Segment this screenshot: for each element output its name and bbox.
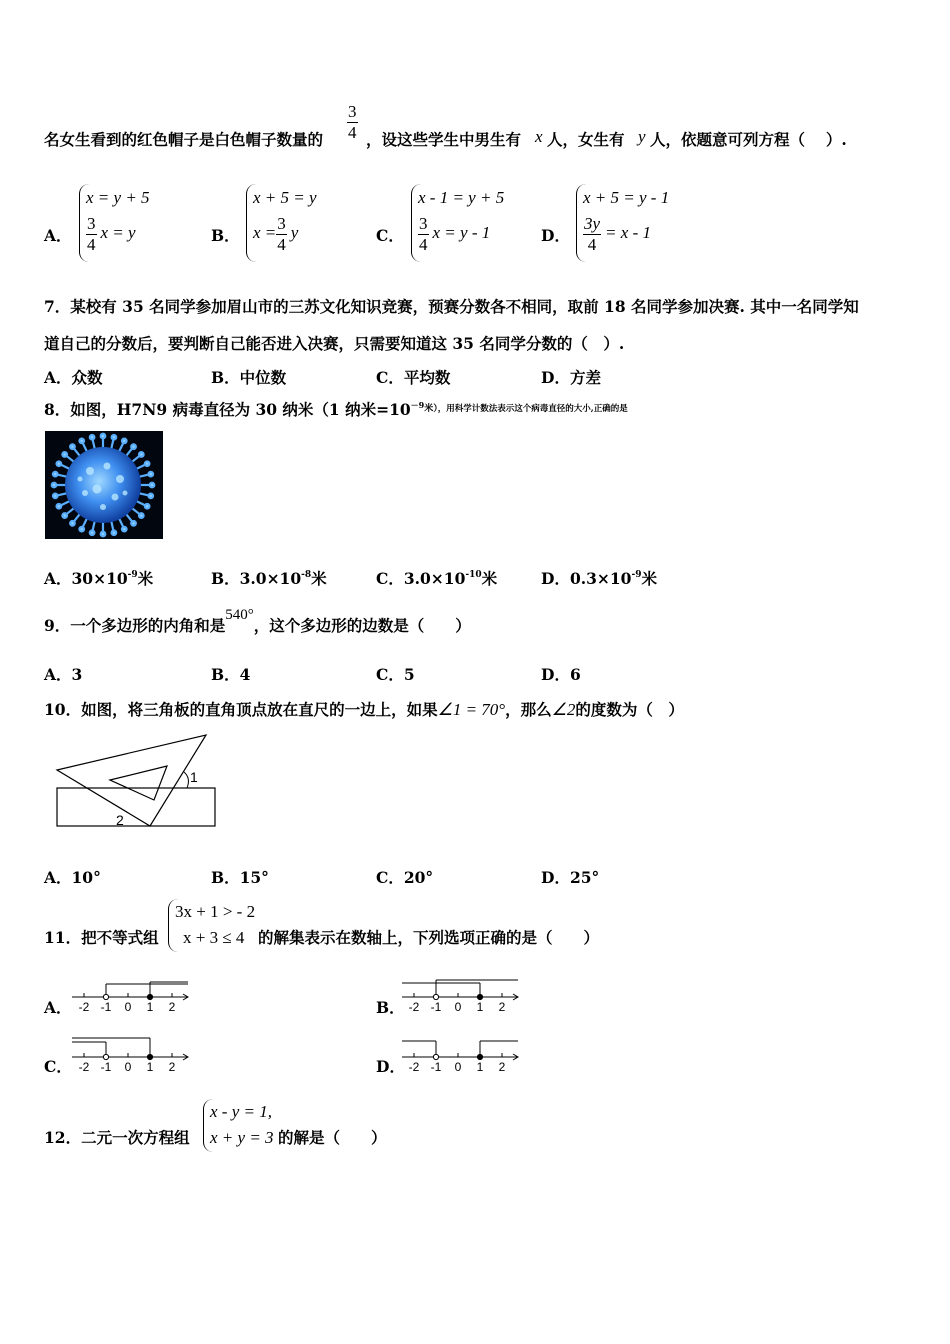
q6-option-d-label[interactable]: D．	[541, 226, 570, 245]
q12-stem-a: 12．二元一次方程组	[44, 1128, 190, 1147]
q6-option-c-system	[411, 184, 504, 262]
q8-stem-small: ，用科学计数法表示这个病毒直径的大小,正确的是	[437, 404, 628, 414]
q7-line1: 7．某校有 35 名同学参加眉山市的三苏文化知识竞赛，预赛分数各不相同，取前 18 名同学参加决赛. 其中一名同学知	[44, 297, 859, 316]
q8-option-b[interactable]: B．$3.0\times 10^{-8}$米	[211, 569, 327, 588]
tick-label: -2	[78, 1060, 90, 1074]
tick-label: 0	[454, 1000, 462, 1014]
tick-label: 0	[124, 1000, 132, 1014]
tick-label: -1	[100, 1000, 112, 1014]
set-square-outer	[57, 735, 206, 826]
q10-option-b[interactable]: B．15°	[211, 868, 269, 887]
tick-label: 2	[168, 1000, 176, 1014]
q10-target: ∠2	[551, 700, 576, 719]
tick-label: 2	[498, 1000, 506, 1014]
tick-label: -1	[100, 1060, 112, 1074]
q6-option-d-system	[576, 184, 669, 262]
tick-label: -2	[408, 1060, 420, 1074]
number-line-c[interactable]	[70, 1037, 195, 1077]
equation-row-2: $\frac{3}{4}$ x = y	[87, 214, 136, 254]
fraction: $\frac{3}{4}$	[87, 214, 96, 254]
q8-stem-b: 米）	[424, 404, 438, 414]
fraction: $\frac{3}{4}$	[419, 214, 428, 254]
fraction: $\frac{3}{4}$	[277, 214, 286, 254]
q6-stem-b: ，设这些学生中男生有	[366, 130, 522, 149]
tick-label: 1	[476, 1060, 484, 1074]
q8-stem	[44, 398, 628, 420]
q8-option-d[interactable]: D．$0.3\times 10^{-9}$米	[541, 569, 657, 588]
q10-option-c[interactable]: C．20°	[376, 868, 434, 887]
equation-row-1: x + 5 = y	[253, 188, 317, 207]
q6-fraction: $\frac{3}{4}$	[348, 102, 357, 142]
q11-stem-a: 11．把不等式组	[44, 928, 159, 947]
q6-option-a-label[interactable]: A．	[44, 226, 72, 245]
q9-option-d[interactable]: D．6	[541, 665, 581, 684]
q7-option-c[interactable]: C．平均数	[376, 368, 451, 387]
tick-label: -2	[78, 1000, 90, 1014]
equation-row-2: $\frac{3}{4}$ x = y - 1	[419, 214, 491, 254]
virus-image	[45, 431, 163, 539]
q9-angle: 540°	[225, 607, 254, 623]
number-line-d[interactable]	[400, 1037, 525, 1077]
q11-stem-b: 的解集表示在数轴上，下列选项正确的是（ ）	[258, 928, 600, 947]
number-line-b[interactable]	[400, 977, 525, 1017]
q9-option-b[interactable]: B．4	[211, 665, 251, 684]
q11-option-c-label[interactable]: C．	[44, 1057, 72, 1076]
q8-option-a[interactable]: A．$30\times 10^{-9}$米	[44, 569, 154, 588]
tick-label: -2	[408, 1000, 420, 1014]
angle-label-1: 1	[190, 769, 198, 785]
q9-stem: 9．一个多边形的内角和是540°，这个多边形的边数是（ ）	[44, 607, 471, 635]
q12-stem-b: 的解是（ ）	[278, 1128, 387, 1147]
fraction: $\frac{3y}{4}$	[584, 214, 601, 254]
ruler	[57, 788, 215, 826]
tick-label: -1	[430, 1060, 442, 1074]
q6-stem-c: 人，女生有	[547, 130, 625, 149]
tick-label: -1	[430, 1000, 442, 1014]
q8-option-c[interactable]: C．$3.0\times 10^{-10}$米	[376, 569, 498, 588]
q8-stem-a: 8．如图，H7N9 病毒直径为 30 纳米（1 纳米=10	[44, 400, 411, 419]
number-line-a[interactable]	[70, 977, 195, 1017]
q6-option-b-system	[246, 184, 317, 262]
q11-option-d-label[interactable]: D．	[376, 1057, 405, 1076]
q6-var-y: y	[638, 127, 646, 146]
tick-label: 0	[454, 1060, 462, 1074]
q11-inequality-system: 3x + 1 > - 2 x + 3 ≤ 4	[168, 899, 255, 952]
tick-label: 1	[146, 1000, 154, 1014]
q12-equation-system: x - y = 1, x + y = 3	[203, 1099, 274, 1152]
equation-row-2: x = $\frac{3}{4}$ y	[253, 214, 299, 254]
equation-row-2: $\frac{3y}{4}$ = x - 1	[584, 214, 651, 254]
equation-row-1: x = y + 5	[86, 188, 150, 207]
q6-option-a-system	[79, 184, 150, 262]
tick-label: 2	[498, 1060, 506, 1074]
q10-stem: 10．如图，将三角板的直角顶点放在直尺的一边上，如果∠1 = 70°，那么∠2的度数为（ ）	[44, 700, 684, 719]
q7-option-b[interactable]: B．中位数	[211, 368, 287, 387]
set-square-inner	[110, 766, 167, 800]
q7-option-a[interactable]: A．众数	[44, 368, 103, 387]
angle-label-2: 2	[116, 812, 124, 828]
q6-stem-d: 人，依题意可列方程（ ）.	[650, 130, 847, 149]
tick-label: 2	[168, 1060, 176, 1074]
q7-option-d[interactable]: D．方差	[541, 368, 601, 387]
tick-label: 1	[146, 1060, 154, 1074]
tick-label: 1	[476, 1000, 484, 1014]
q10-condition: ∠1 = 70°	[437, 700, 506, 719]
triangle-ruler-figure	[50, 730, 225, 830]
q8-stem-exp: －9	[410, 400, 425, 410]
q6-option-c-label[interactable]: C．	[376, 226, 404, 245]
q10-option-d[interactable]: D．25°	[541, 868, 600, 887]
q11-option-a-label[interactable]: A．	[44, 998, 72, 1017]
q11-option-b-label[interactable]: B．	[376, 998, 405, 1017]
q9-option-c[interactable]: C．5	[376, 665, 415, 684]
q6-var-x: x	[535, 127, 543, 146]
equation-row-1: x + 5 = y - 1	[583, 188, 670, 207]
equation-row-1: x - 1 = y + 5	[418, 188, 505, 207]
q10-option-a[interactable]: A．10°	[44, 868, 101, 887]
q6-stem-a: 名女生看到的红色帽子是白色帽子数量的	[44, 130, 324, 149]
tick-label: 0	[124, 1060, 132, 1074]
q7-line2: 道自己的分数后，要判断自己能否进入决赛，只需要知道这 35 名同学分数的（ ）.	[44, 334, 625, 353]
q9-option-a[interactable]: A．3	[44, 665, 83, 684]
q6-option-b-label[interactable]: B．	[211, 226, 240, 245]
